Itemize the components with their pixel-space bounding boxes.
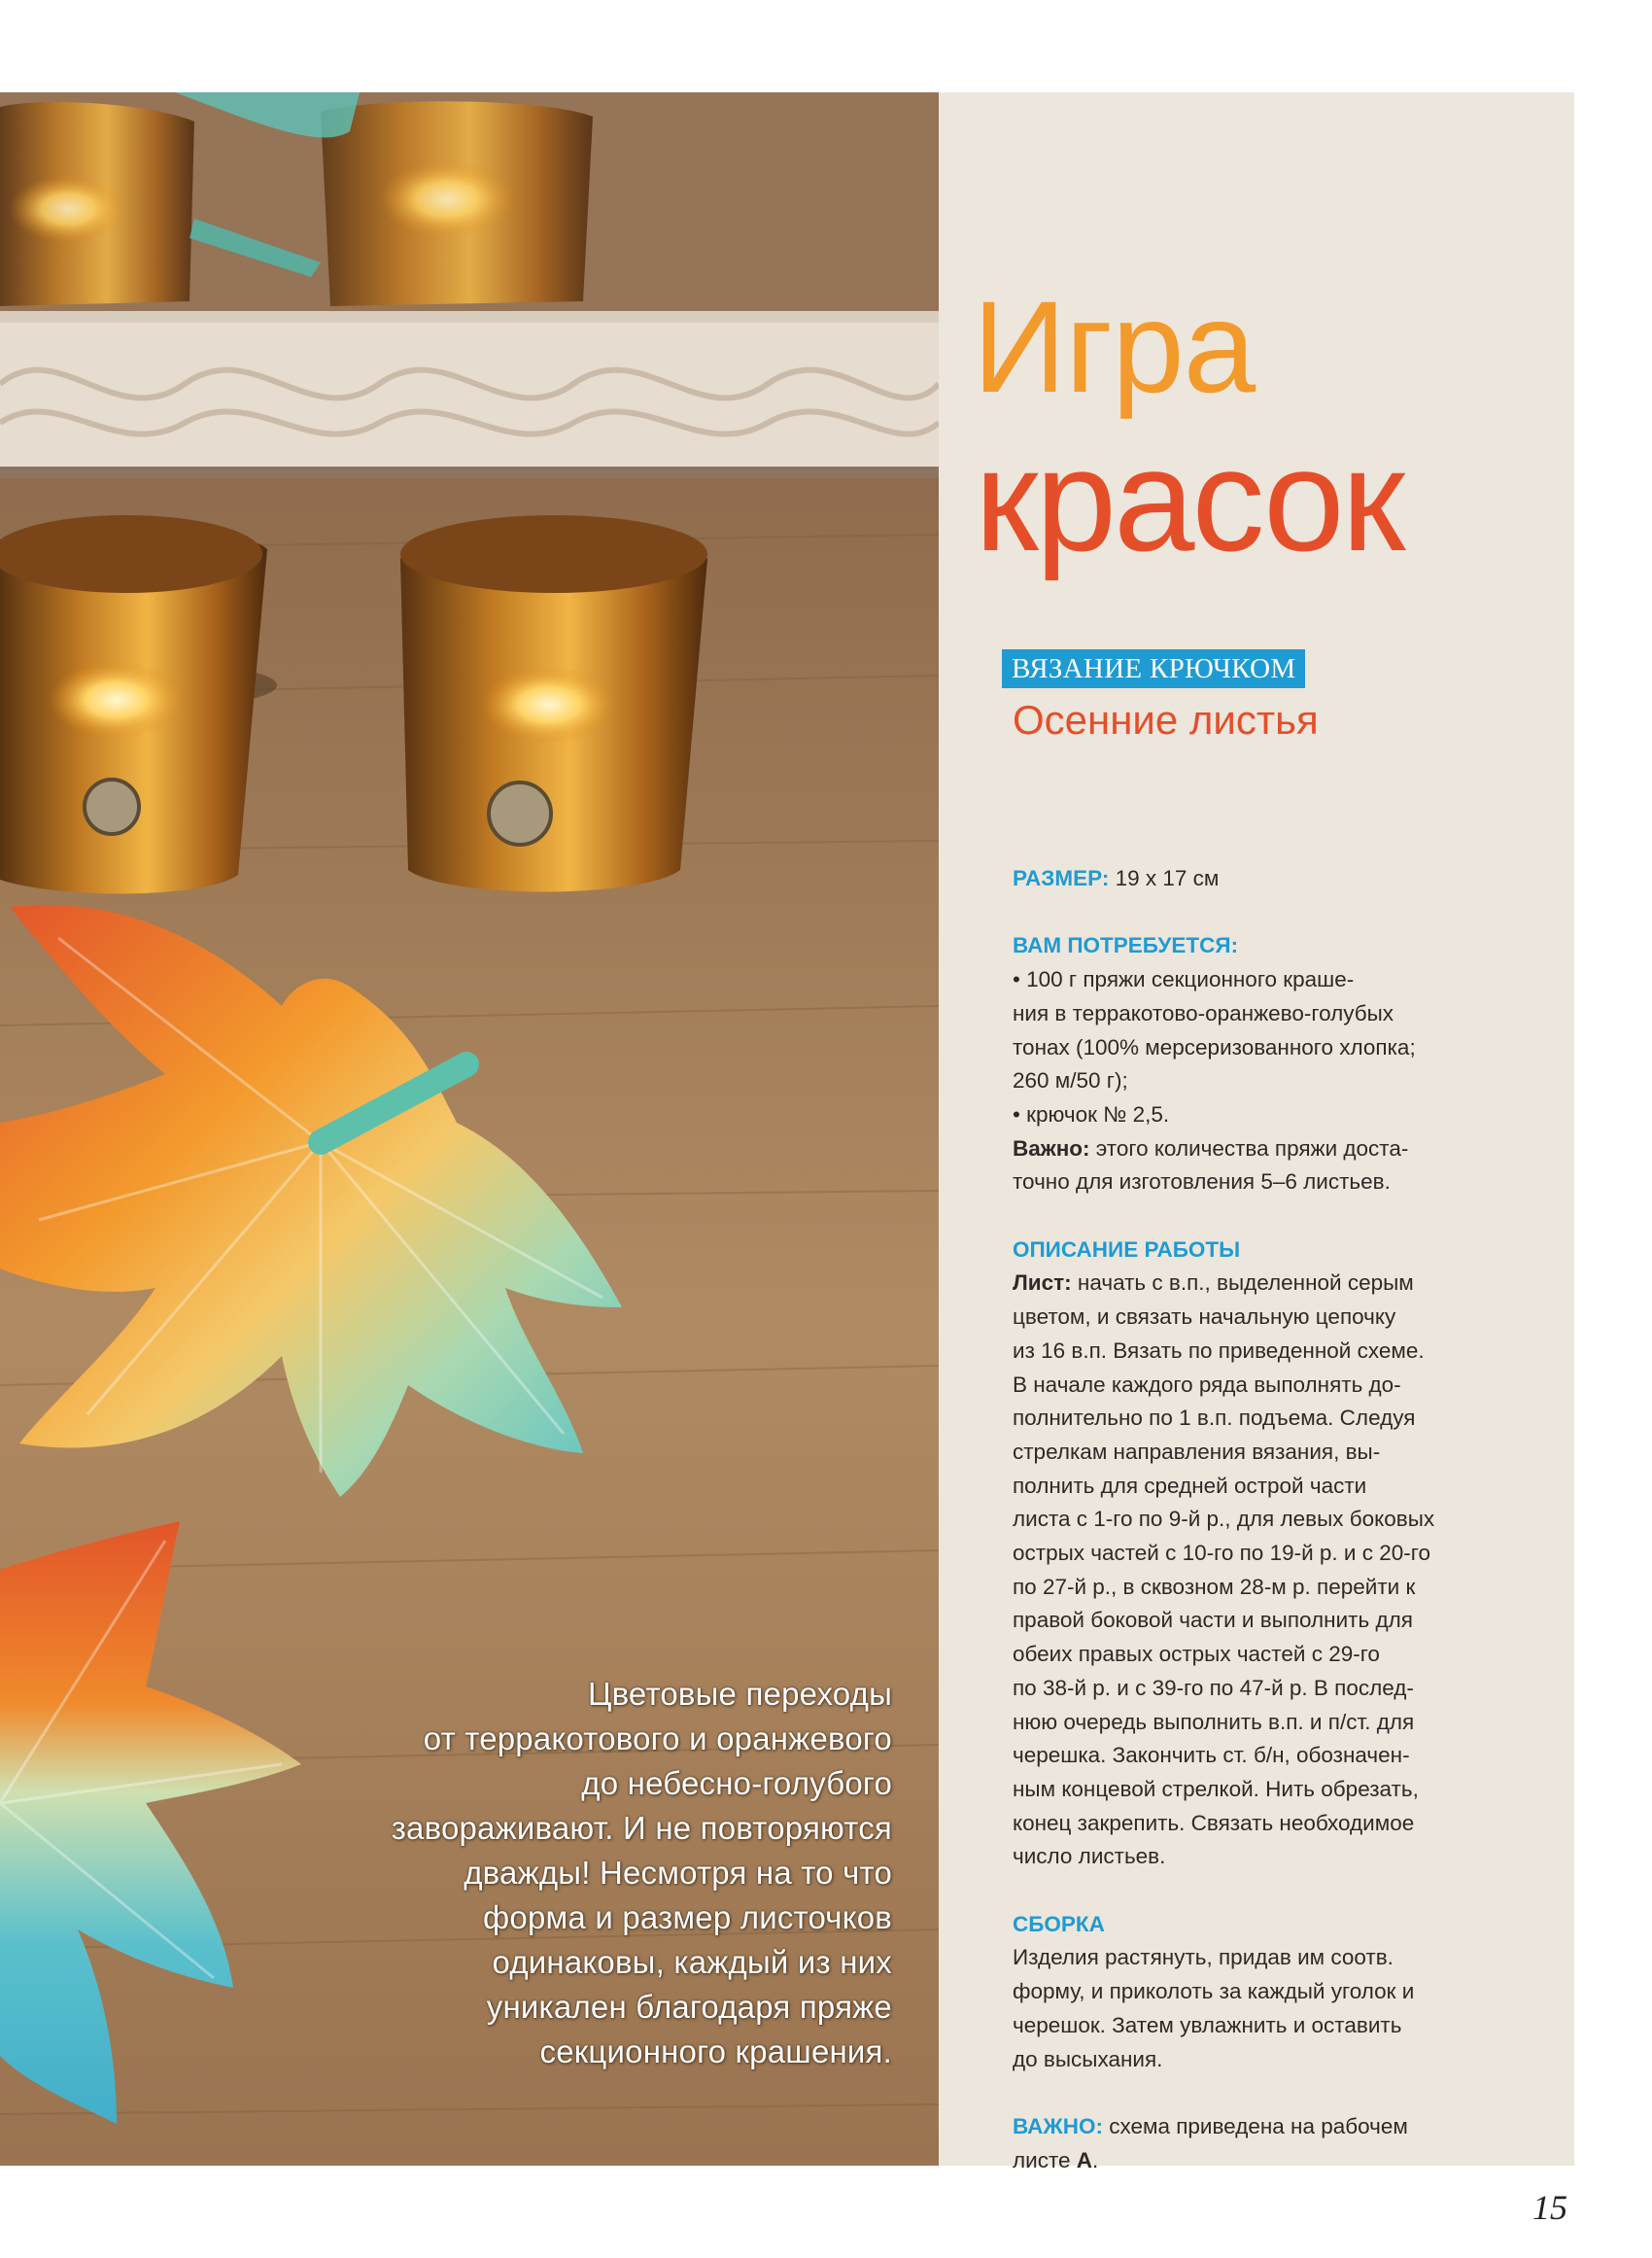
article-body — [1013, 862, 1542, 2177]
work-line: стрелкам направления вязания, вы- — [1013, 1439, 1381, 1464]
caption-line: завораживают. И не повторяются — [391, 1810, 892, 1846]
work-line: конец закрепить. Связать необходимое — [1013, 1810, 1415, 1835]
materials-heading: ВАМ ПОТРЕБУЕТСЯ: — [1013, 933, 1239, 958]
photo-caption — [292, 1672, 892, 2074]
work-line: В начале каждого ряда выполнять до- — [1013, 1372, 1401, 1397]
caption-line: одинаковы, каждый из них — [492, 1944, 892, 1980]
work-line: число листьев. — [1013, 1844, 1166, 1869]
size-label: РАЗМЕР: — [1013, 866, 1110, 890]
important-text-2: листе — [1013, 2147, 1077, 2172]
materials-line: • крючок № 2,5. — [1013, 1101, 1170, 1127]
work-line: черешка. Закончить ст. б/н, обозначен- — [1013, 1743, 1410, 1768]
caption-line: от терракотового и оранжевого — [423, 1720, 892, 1756]
important-line — [1013, 2144, 1542, 2178]
assembly-line: до высыхания. — [1013, 2046, 1163, 2071]
work-line: полнительно по 1 в.п. подъема. Следуя — [1013, 1406, 1416, 1431]
materials-note — [1013, 1132, 1542, 1166]
work-line — [1013, 1267, 1542, 1301]
work-heading: ОПИСАНИЕ РАБОТЫ — [1013, 1236, 1241, 1262]
caption-line: Цветовые переходы — [587, 1676, 892, 1712]
materials-line: тонах (100% мерсеризованного хлопка; — [1013, 1034, 1416, 1060]
candle-holder-left — [0, 515, 277, 893]
important-label: ВАЖНО: — [1013, 2113, 1103, 2138]
worksheet-letter: А — [1076, 2147, 1093, 2172]
size-line — [1013, 862, 1542, 896]
materials-note-line: точно для изготовления 5–6 листьев. — [1013, 1169, 1391, 1195]
page-number: 15 — [1532, 2188, 1567, 2227]
assembly-heading: СБОРКА — [1013, 1911, 1105, 1936]
materials-line: • 100 г пряжи секционного краше- — [1013, 967, 1355, 992]
page-title-line1: Игра — [973, 275, 1256, 420]
important-text: схема приведена на рабочем — [1102, 2113, 1408, 2138]
work-line: ным концевой стрелкой. Нить обрезать, — [1013, 1776, 1419, 1801]
project-subtitle: Осенние листья — [1013, 697, 1319, 743]
article-panel — [939, 92, 1574, 2172]
section-kicker: ВЯЗАНИЕ КРЮЧКОМ — [1002, 649, 1305, 688]
assembly-line: форму, и приколоть за каждый уголок и — [1013, 1979, 1415, 2004]
work-line: острых частей с 10-го по 19-й р. и с 20-го — [1013, 1541, 1430, 1566]
work-line: обеих правых острых частей с 29-го — [1013, 1642, 1380, 1667]
note-label: Важно: — [1013, 1135, 1090, 1161]
candle-holder-right — [400, 515, 707, 892]
work-line: по 27-й р., в сквозном 28-м р. перейти к — [1013, 1574, 1416, 1599]
work-text: начать с в.п., выделенной серым — [1071, 1270, 1414, 1296]
caption-line: дважды! Несмотря на то что — [464, 1855, 892, 1891]
caption-line: до небесно-голубого — [581, 1765, 892, 1801]
work-line: правой боковой части и выполнить для — [1013, 1608, 1413, 1633]
caption-line: форма и размер листочков — [483, 1899, 892, 1935]
caption-line: уникален благодаря пряже — [486, 1989, 892, 2025]
work-line: из 16 в.п. Вязать по приведенной схеме. — [1013, 1337, 1425, 1363]
page-title-line2: красок — [975, 418, 1403, 581]
materials-line: 260 м/50 г); — [1013, 1068, 1128, 1094]
assembly-line: черешок. Затем увлажнить и оставить — [1013, 2012, 1402, 2037]
work-label: Лист: — [1013, 1270, 1072, 1296]
work-line: по 38-й р. и с 39-го по 47-й р. В послед- — [1013, 1675, 1414, 1700]
important-line — [1013, 2110, 1542, 2144]
note-text: этого количества пряжи доста- — [1089, 1135, 1409, 1161]
assembly-line: Изделия растянуть, придав им соотв. — [1013, 1945, 1394, 1970]
hero-photo — [0, 92, 939, 2166]
work-line: цветом, и связать начальную цепочку — [1013, 1304, 1396, 1330]
materials-line: ния в терракотово-оранжево-голубых — [1013, 1000, 1394, 1025]
work-line: нюю очередь выполнить в.п. и п/ст. для — [1013, 1709, 1415, 1734]
caption-line: секционного крашения. — [539, 2033, 892, 2069]
important-period: . — [1092, 2147, 1099, 2172]
work-line: листа с 1-го по 9-й р., для левых боковых — [1013, 1507, 1435, 1532]
work-line: полнить для средней острой части — [1013, 1473, 1367, 1498]
size-value: 19 х 17 см — [1109, 866, 1220, 890]
